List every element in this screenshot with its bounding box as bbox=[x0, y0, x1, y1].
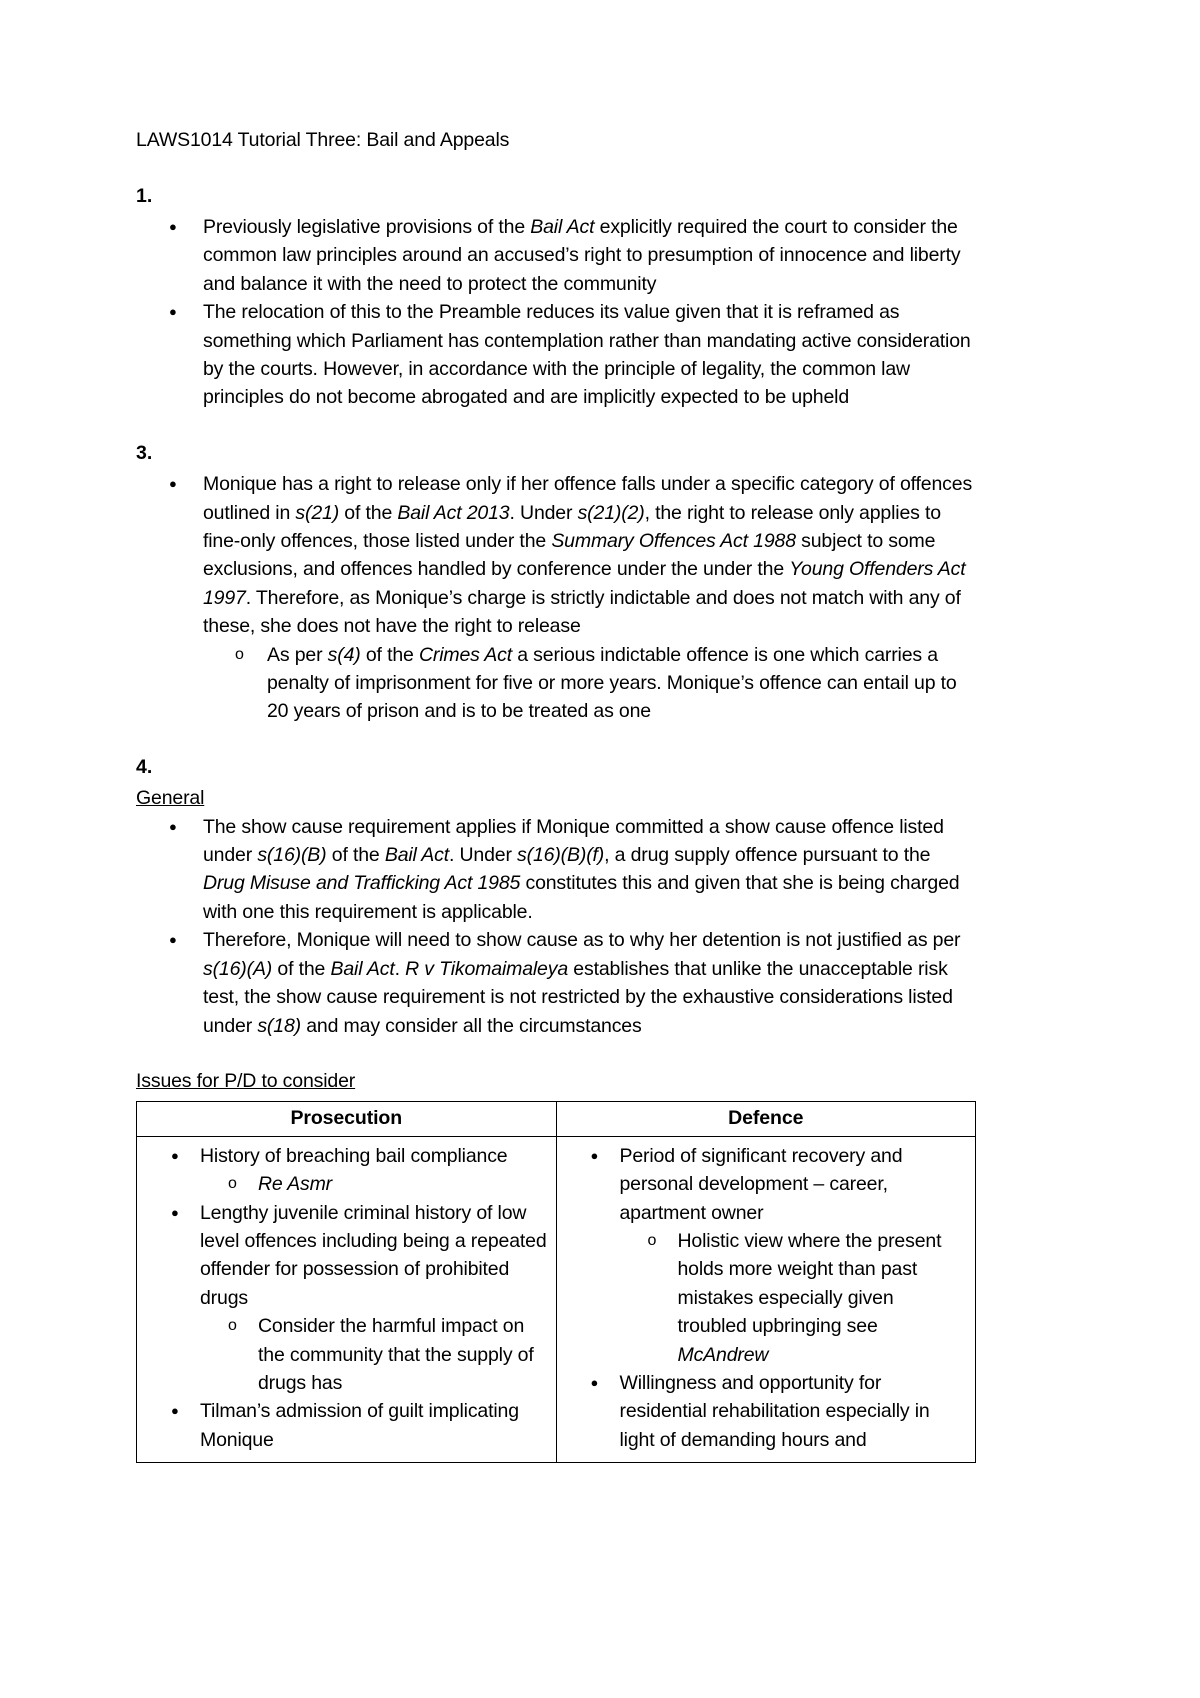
section-number-4: 4. bbox=[136, 755, 153, 778]
subbullet-text: As per s(4) of the Crimes Act a serious indictable offence is one which carries a penalty of imprisonment for five or more years. Monique’s offence can entail up to 20 years of prison and is to be treated as one bbox=[267, 643, 957, 723]
list-item bbox=[565, 1142, 968, 1369]
bullet-text: Monique has a right to release only if her offence falls under a specific category of offences outlined in s(21) of the Bail Act 2013. Under s(21)(2), the right to release only applies to fine-only offences, those listed under the Summary Offences Act 1988 subject to some exclusions, and offences handled by conference under the under the Young Offenders Act 1997. Therefore, as Monique’s charge is strictly indictable and does not match with any of these, she does not have the right to release bbox=[203, 473, 973, 638]
cell-prosecution bbox=[137, 1136, 557, 1462]
prosecution-sublist bbox=[200, 1170, 548, 1198]
cell-content bbox=[137, 1137, 556, 1462]
subbullet-text: Re Asmr bbox=[258, 1173, 332, 1196]
section-4-bullets bbox=[136, 813, 976, 1040]
list-item bbox=[136, 213, 976, 298]
section-1-bullets bbox=[136, 213, 976, 412]
section-number-3: 3. bbox=[136, 441, 153, 464]
defence-sublist bbox=[620, 1227, 968, 1369]
prosecution-sublist bbox=[200, 1312, 548, 1397]
cell-defence bbox=[556, 1136, 976, 1462]
list-item bbox=[145, 1397, 548, 1454]
subheading-general: General bbox=[136, 787, 205, 810]
bullet-text: Tilman’s admission of guilt implicating Monique bbox=[200, 1400, 519, 1451]
cell-content bbox=[557, 1137, 976, 1462]
list-item bbox=[136, 926, 976, 1040]
section-3-bullets bbox=[136, 470, 976, 726]
table-caption: Issues for P/D to consider bbox=[136, 1069, 356, 1092]
bullet-text: Previously legislative provisions of the Bail Act explicitly required the court to consider the common law principles around an accused’s right to presumption of innocence and liberty and balance it with the need to protect the community bbox=[203, 215, 961, 295]
list-item bbox=[200, 1170, 548, 1198]
list-item bbox=[136, 813, 976, 927]
list-item bbox=[145, 1199, 548, 1398]
list-item bbox=[136, 298, 976, 412]
list-item bbox=[145, 1142, 548, 1199]
bullet-text: Willingness and opportunity for residential rehabilitation especially in light of demanding hours and bbox=[619, 1371, 930, 1451]
bullet-text: The show cause requirement applies if Monique committed a show cause offence listed under s(16)(B) of the Bail Act. Under s(16)(B)(f), a drug supply offence pursuant to the Drug Misuse and Trafficking Act 1985 constitutes this and given that she is being charged with one this requirement is applicable. bbox=[203, 815, 960, 923]
issues-table bbox=[136, 1101, 976, 1463]
prosecution-list bbox=[145, 1142, 548, 1454]
bullet-text: Period of significant recovery and personal development – career, apartment owner bbox=[619, 1144, 903, 1224]
spacer bbox=[136, 412, 976, 442]
defence-list bbox=[565, 1142, 968, 1454]
page-title: LAWS1014 Tutorial Three: Bail and Appeals bbox=[136, 129, 510, 151]
column-header-prosecution: Prosecution bbox=[137, 1102, 557, 1136]
document-body bbox=[136, 131, 976, 1463]
spacer bbox=[136, 1040, 976, 1067]
subbullet-text: Holistic view where the present holds more weight than past mistakes especially given troubled upbringing see McAndrew bbox=[677, 1229, 942, 1366]
table-body bbox=[137, 1136, 976, 1462]
list-item bbox=[200, 1312, 548, 1397]
list-item bbox=[136, 470, 976, 726]
bullet-text: Therefore, Monique will need to show cause as to why her detention is not justified as per s(16)(A) of the Bail Act. R v Tikomaimaleya establishes that unlike the unacceptable risk test, the show cause requirement is not restricted by the exhaustive considerations listed under s(18) and may consider all the circumstances bbox=[203, 929, 961, 1037]
section-number-1: 1. bbox=[136, 184, 153, 207]
list-item bbox=[620, 1227, 968, 1369]
subbullet-text: Consider the harmful impact on the community that the supply of drugs has bbox=[258, 1315, 534, 1394]
section-3-subbullets bbox=[203, 641, 976, 726]
table-header bbox=[137, 1102, 976, 1136]
spacer bbox=[136, 726, 976, 756]
list-item bbox=[565, 1369, 968, 1454]
bullet-text: History of breaching bail compliance bbox=[200, 1144, 508, 1167]
list-item bbox=[203, 641, 976, 726]
table-header-row bbox=[137, 1102, 976, 1136]
table-row bbox=[137, 1136, 976, 1462]
bullet-text: The relocation of this to the Preamble reduces its value given that it is reframed as something which Parliament has contemplation rather than mandating active consideration by the courts. However, in accordance with the principle of legality, the common law principles do not become abrogated and are implicitly expected to be upheld bbox=[203, 301, 971, 409]
bullet-text: Lengthy juvenile criminal history of low level offences including being a repeated offender for possession of prohibited drugs bbox=[200, 1201, 547, 1309]
column-header-defence: Defence bbox=[556, 1102, 976, 1136]
